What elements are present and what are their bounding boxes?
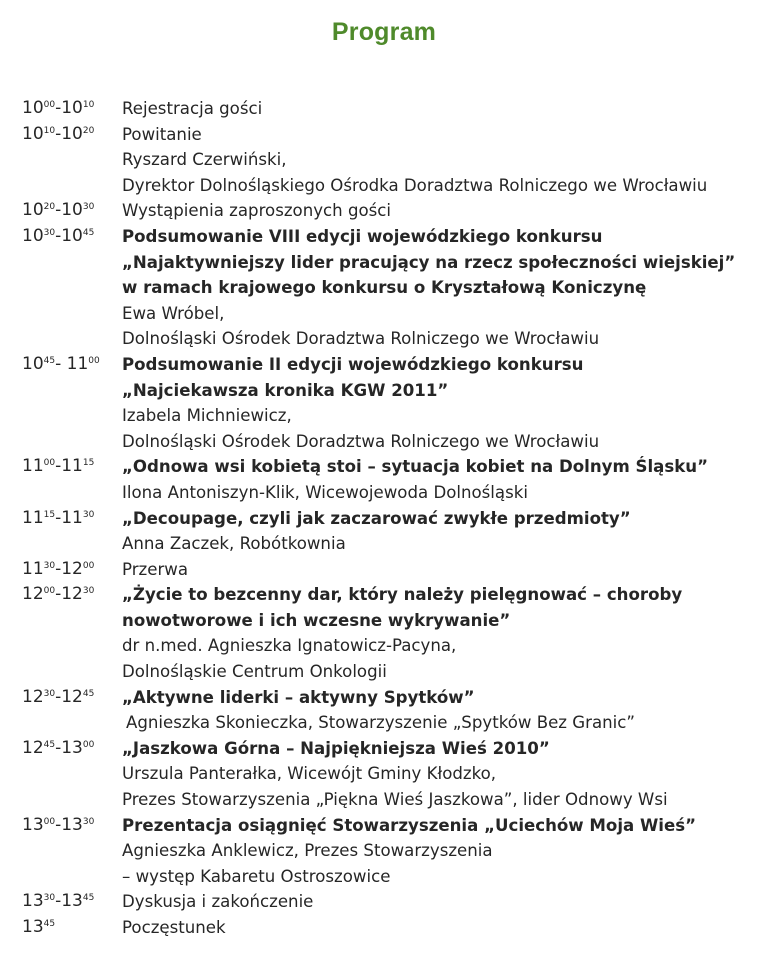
end-hour: 12 [61,558,83,579]
time-separator: - [55,814,62,835]
end-hour: 12 [61,686,83,707]
end-minute: 45 [82,227,95,238]
item-title: „Aktywne liderki – aktywny Spytków” [122,687,475,707]
end-hour: 13 [61,814,83,835]
time-range [0,96,122,122]
item-detail: Urszula Panterałka, Wicewójt Gminy Kłodzko, [122,764,497,784]
item-title: „Decoupage, czyli jak zaczarować zwykłe przedmioty” [122,508,631,528]
item-title: w ramach krajowego konkursu o Kryształową Koniczynę [122,278,647,298]
time-separator: - [55,584,62,605]
start-hour: 10 [22,353,44,374]
item-detail: Dyrektor Dolnośląskiego Ośrodka Doradztwa Rolniczego we Wrocławiu [122,175,708,195]
item-detail: Poczęstunek [122,918,226,937]
item-content [122,685,768,736]
item-content [122,582,768,684]
start-hour: 10 [22,123,44,144]
program-item [0,454,768,505]
start-hour: 12 [22,686,44,707]
item-detail: – występ Kabaretu Ostroszowice [122,866,391,886]
end-hour: 11 [61,456,83,477]
item-content [122,557,768,583]
end-hour: 10 [61,200,83,221]
time-separator: - [55,225,62,246]
end-minute: 30 [82,586,95,597]
time-separator: - [55,558,62,579]
program-item [0,557,768,583]
time-separator: - [55,507,62,528]
item-detail: Agnieszka Anklewicz, Prezes Stowarzyszenia [122,841,493,861]
item-title: „Odnowa wsi kobietą stoi – sytuacja kobiet na Dolnym Śląsku” [122,457,709,477]
time-range [0,889,122,915]
item-detail: Ryszard Czerwiński, [122,150,287,170]
end-hour: 10 [61,98,83,118]
start-hour: 11 [22,558,44,579]
start-minute: 45 [43,919,56,929]
time-range [0,915,122,941]
end-minute: 10 [82,100,95,110]
page-title: Program [331,18,437,46]
end-minute: 00 [88,355,100,366]
end-hour: 10 [61,225,83,246]
time-separator: - [55,456,62,477]
item-title: „Najciekawsza kronika KGW 2011” [122,380,449,400]
time-range [0,736,122,813]
item-content [122,889,768,915]
item-title: „Jaszkowa Górna – Najpiękniejsza Wieś 2010” [122,738,550,758]
item-content [122,506,768,557]
time-range [0,122,122,199]
time-separator: - [55,686,62,707]
program-item [0,813,768,890]
program-item [0,582,768,684]
end-minute: 45 [82,893,95,904]
item-title: Podsumowanie VIII edycji wojewódzkiego konkursu [122,226,603,246]
item-detail: Izabela Michniewicz, [122,406,292,426]
start-minute: 30 [43,893,56,904]
item-content [122,352,768,454]
program-item [0,915,768,941]
time-separator: - [55,353,67,374]
start-minute: 00 [43,586,56,597]
time-range [0,454,122,505]
item-title: „Najaktywniejszy lider pracujący na rzecz społeczności wiejskiej” [122,252,736,272]
end-minute: 30 [82,816,95,827]
item-detail: Dolnośląski Ośrodek Doradztwa Rolniczego we Wrocławiu [122,431,600,451]
program-item [0,352,768,454]
item-detail: Ewa Wróbel, [122,303,225,323]
time-range [0,582,122,684]
item-detail: Anna Zaczek, Robótkownia [122,534,346,554]
program-item [0,96,768,122]
start-hour: 10 [22,98,44,118]
item-detail: Rejestracja gości [122,99,263,118]
start-minute: 45 [43,739,56,750]
time-separator: - [55,98,62,118]
program-item [0,736,768,813]
end-hour: 13 [61,737,83,758]
program-item [0,224,768,352]
end-minute: 15 [82,458,95,469]
start-minute: 00 [43,816,56,827]
start-minute: 20 [43,202,56,213]
item-title: Podsumowanie II edycji wojewódzkiego konkursu [122,354,584,374]
end-minute: 45 [82,688,95,699]
item-title: nowotworowe i ich wczesne wykrywanie” [122,610,511,630]
end-hour: 11 [66,353,89,374]
item-detail: Dolnośląskie Centrum Onkologii [122,662,387,682]
start-hour: 11 [22,507,44,528]
end-minute: 00 [82,560,95,571]
item-content [122,813,768,890]
start-hour: 12 [22,584,44,605]
end-minute: 00 [82,739,95,750]
item-content [122,96,768,122]
time-separator: - [55,891,62,912]
program-item [0,889,768,915]
item-detail: dr n.med. Agnieszka Ignatowicz-Pacyna, [122,636,457,656]
item-content [122,736,768,813]
end-hour: 11 [61,507,83,528]
item-content [122,915,768,941]
start-minute: 15 [43,509,56,520]
start-minute: 30 [43,227,56,238]
start-minute: 00 [43,458,56,469]
item-detail: Ilona Antoniszyn-Klik, Wicewojewoda Dolnośląski [122,482,528,502]
item-content [122,122,768,199]
item-detail: Wystąpienia zaproszonych gości [122,201,392,221]
program-item [0,122,768,199]
start-hour: 13 [22,917,44,937]
start-hour: 12 [22,737,44,758]
program-item [0,506,768,557]
item-content [122,224,768,352]
time-separator: - [55,200,62,221]
end-hour: 10 [61,123,83,144]
start-minute: 10 [43,125,56,136]
end-minute: 30 [82,202,95,213]
item-detail: Agnieszka Skonieczka, Stowarzyszenie „Spytków Bez Granic” [126,713,635,733]
time-range [0,557,122,583]
item-detail: Dolnośląski Ośrodek Doradztwa Rolniczego we Wrocławiu [122,329,600,349]
time-range [0,506,122,557]
time-separator: - [55,123,62,144]
start-hour: 10 [22,225,44,246]
start-hour: 11 [22,456,44,477]
start-minute: 00 [43,100,56,110]
start-hour: 13 [22,891,44,912]
time-range [0,813,122,890]
program-item [0,685,768,736]
start-minute: 30 [43,560,56,571]
time-range [0,198,122,224]
time-range [0,352,122,454]
start-minute: 30 [43,688,56,699]
item-detail: Przerwa [122,559,189,579]
item-content [122,198,768,224]
item-content [122,454,768,505]
program-list [0,96,768,941]
end-minute: 30 [82,509,95,520]
item-detail: Powitanie [122,124,202,144]
time-separator: - [55,737,62,758]
time-range [0,685,122,736]
item-title: Prezentacja osiągnięć Stowarzyszenia „Uciechów Moja Wieś” [122,815,697,835]
start-hour: 10 [22,200,44,221]
item-title: „Życie to bezcenny dar, który należy pielęgnować – choroby [122,585,683,605]
start-hour: 13 [22,814,44,835]
time-range [0,224,122,352]
program-item [0,198,768,224]
end-minute: 20 [82,125,95,136]
end-hour: 13 [61,891,83,912]
item-detail: Dyskusja i zakończenie [122,892,314,912]
item-detail: Prezes Stowarzyszenia „Piękna Wieś Jaszkowa”, lider Odnowy Wsi [122,790,668,810]
start-minute: 45 [43,355,56,366]
end-hour: 12 [61,584,83,605]
